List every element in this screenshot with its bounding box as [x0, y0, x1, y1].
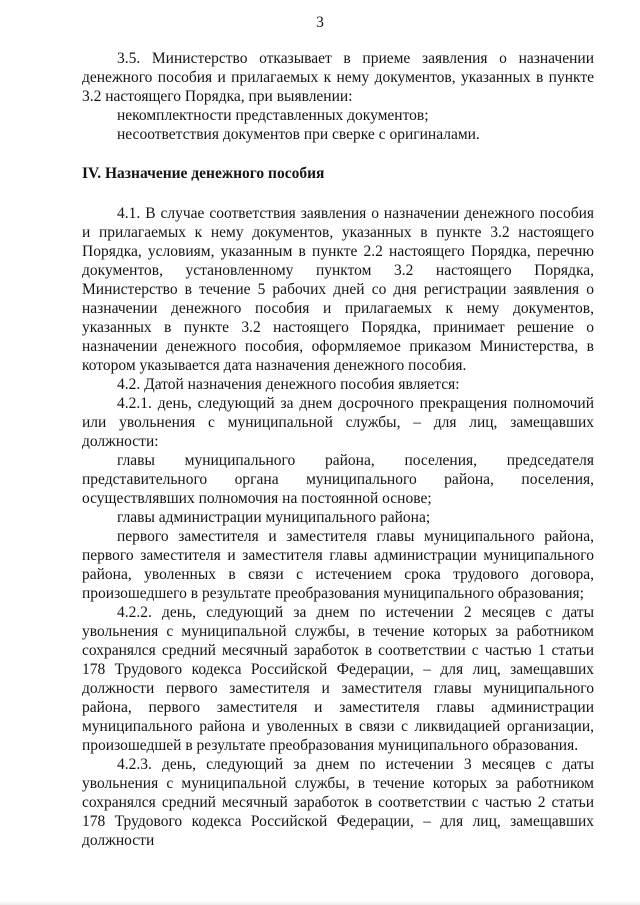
paragraph-3-5: 3.5. Министерство отказывает в приеме заявления о назначении денежного пособия и прилагаемых к нему документов, указанных в пункте 3.2 настоящего Порядка, при выявлении:: [82, 50, 594, 105]
section-heading-iv: IV. Назначение денежного пособия: [82, 165, 325, 182]
paragraph-4-2: 4.2. Датой назначения денежного пособия является:: [117, 376, 460, 393]
paragraph-4-2-3: 4.2.3. день, следующий за днем по истечении 3 месяцев с даты увольнения с муниципальной службы, в течение которых за работником сохранялся средний месячный заработок в соответствии с частью 2 статьи 178 Трудового кодекса Российской Федерации, – для лиц, замещавших должности: [82, 756, 594, 849]
paragraph-3-5-item-2: несоответствия документов при сверке с оригиналами.: [117, 126, 480, 143]
paragraph-4-2-1-item-2: главы администрации муниципального района;: [117, 509, 431, 526]
paragraph-4-2-1-item-3: первого заместителя и заместителя главы муниципального района, первого заместителя и заместителя главы администрации муниципального района, уволенных в связи с истечением срока трудового договора, произошедшего в результате преобразования муниципального образования;: [82, 528, 594, 602]
paragraph-4-2-1-item-1: главы муниципального района, поселения, председателя представительного органа муниципального района, поселения, осуществлявших полномочия на постоянной основе;: [82, 452, 594, 507]
paragraph-3-5-item-1: некомплектности представленных документов;: [117, 107, 429, 124]
document-body: [82, 49, 594, 850]
page-number: 3: [316, 14, 324, 31]
scan-bottom-edge: [0, 901, 640, 905]
paragraph-4-1: 4.1. В случае соответствия заявления о назначении денежного пособия и прилагаемых к нему документов, указанных в пункте 3.2 настоящего Порядка, условиям, указанным в пункте 2.2 настоящего Порядка, перечню документов, установленному пунктом 3.2 настоящего Порядка, Министерство в течение 5 рабочих дней со дня регистрации заявления о назначении денежного пособия и прилагаемых к нему документов, указанных в пункте 3.2 настоящего Порядка, принимает решение о назначении денежного пособия, оформляемое приказом Министерства, в котором указывается дата назначения денежного пособия.: [82, 205, 594, 374]
paragraph-4-2-2: 4.2.2. день, следующий за днем по истечении 2 месяцев с даты увольнения с муниципальной службы, в течение которых за работником сохранялся средний месячный заработок в соответствии с частью 1 статьи 178 Трудового кодекса Российской Федерации, – для лиц, замещавших должности первого заместителя и заместителя главы муниципального района, первого заместителя и заместителя главы администрации муниципального района и уволенных в связи с ликвидацией организации, произошедшей в результате преобразования муниципального образования.: [82, 604, 594, 754]
paragraph-4-2-1: 4.2.1. день, следующий за днем досрочного прекращения полномочий или увольнения с муниципальной службы, – для лиц, замещавших должности:: [82, 395, 594, 450]
